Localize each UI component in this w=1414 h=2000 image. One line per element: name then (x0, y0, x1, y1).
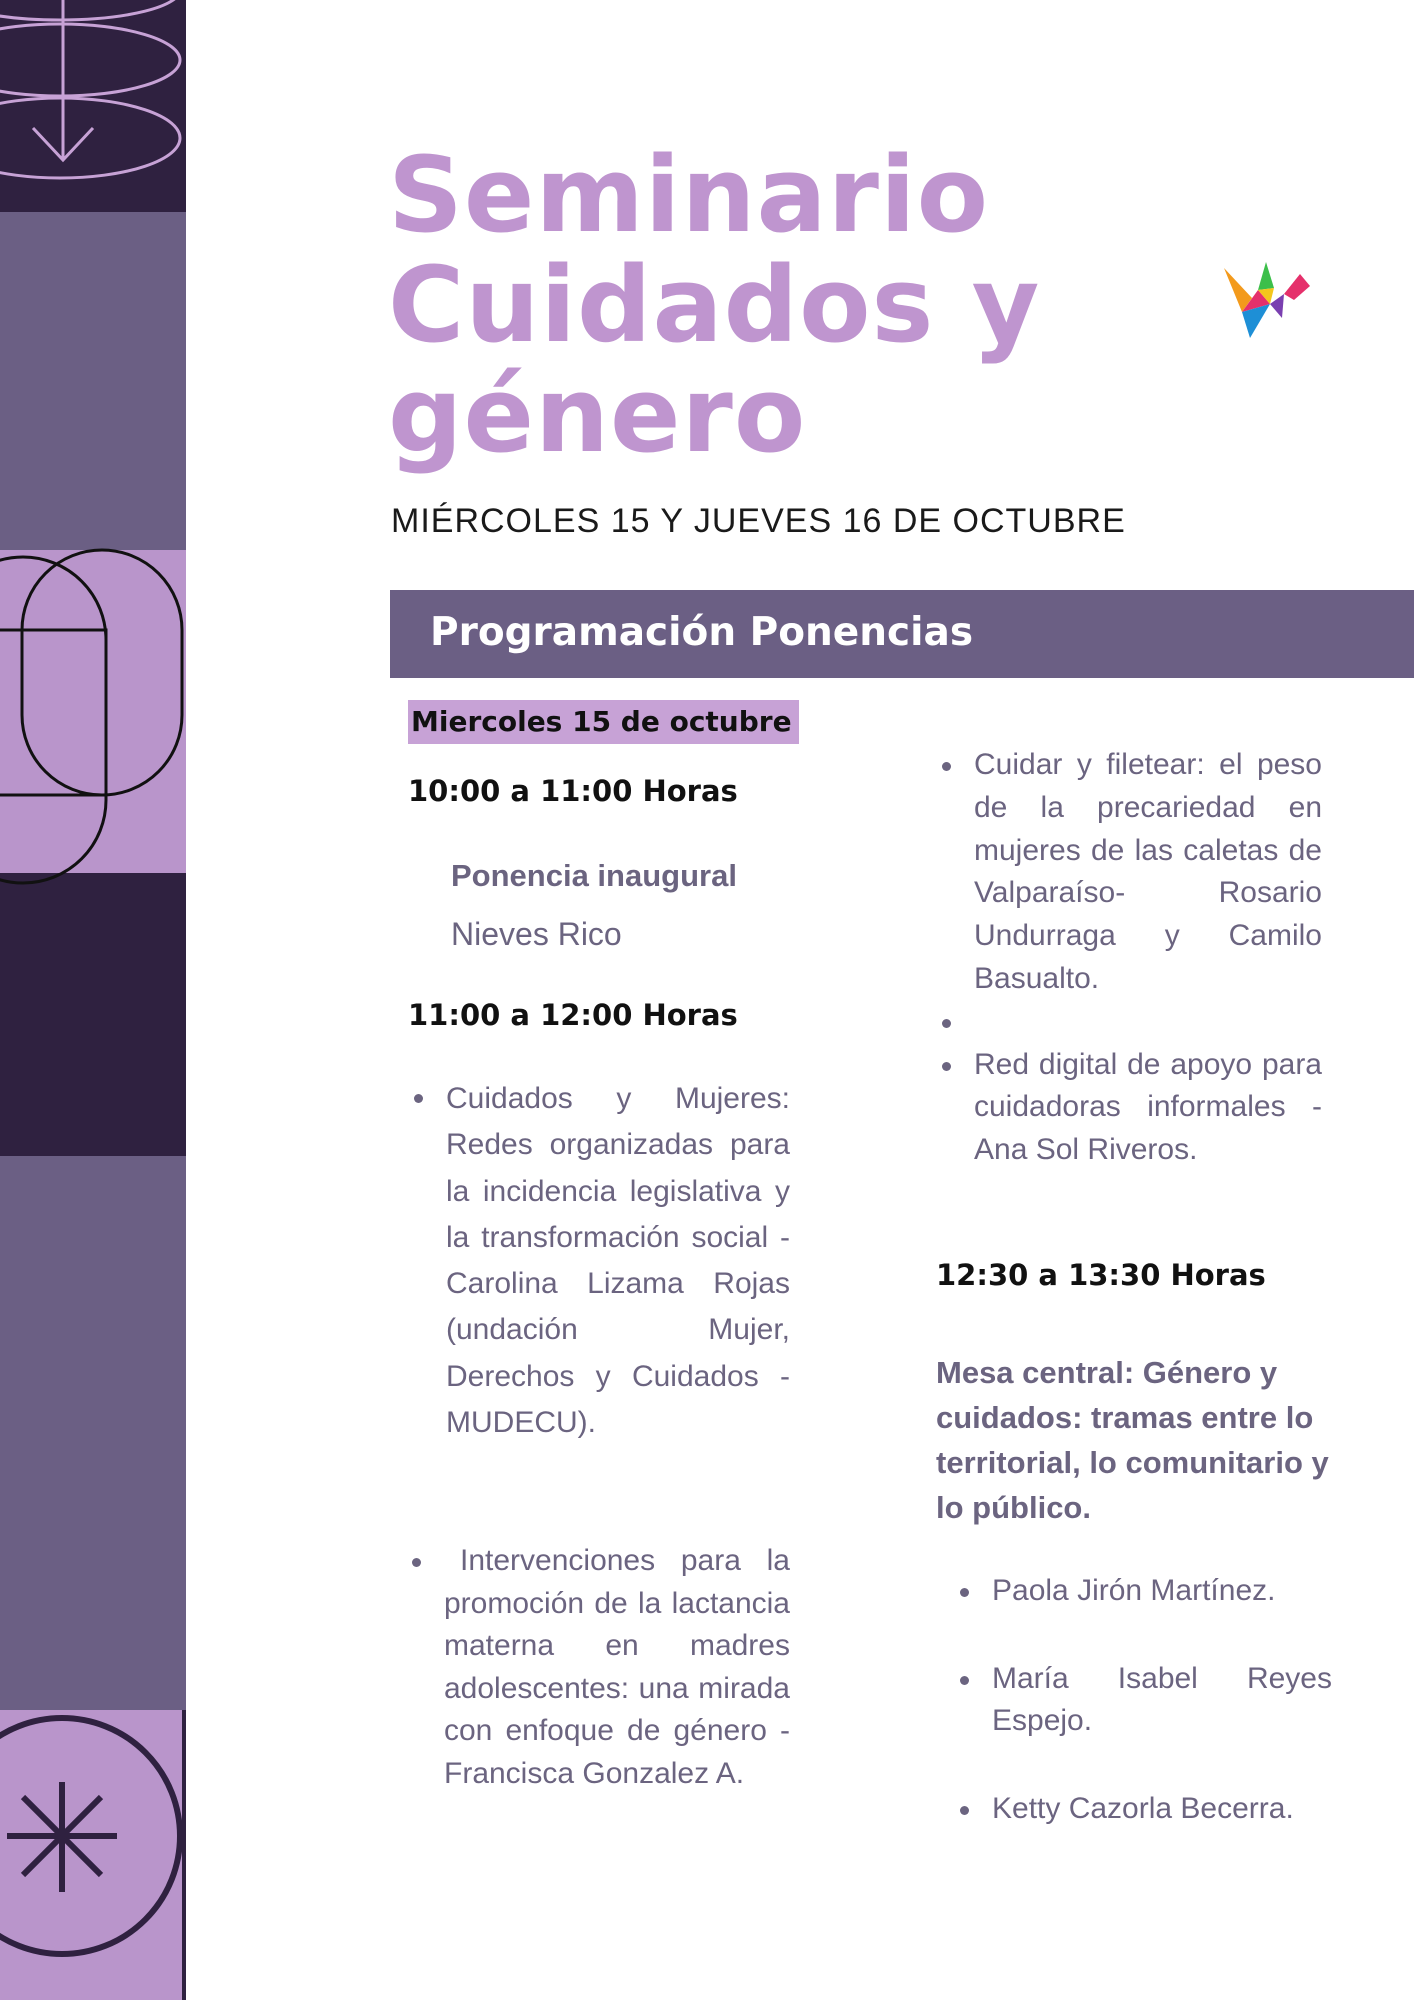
event-dates: MIÉRCOLES 15 Y JUEVES 16 DE OCTUBRE (391, 502, 1126, 540)
slot-2-list (446, 1076, 790, 1446)
panelist-list (992, 1570, 1332, 1830)
crane-logo-icon (1222, 260, 1312, 340)
list-item: Red digital de apoyo para cuidadoras informales - Ana Sol Riveros. (974, 1044, 1322, 1172)
list-item: Ketty Cazorla Becerra. (992, 1788, 1332, 1830)
list-item: Cuidados y Mujeres: Redes organizadas para la incidencia legislativa y la transformación social - Carolina Lizama Rojas (undación Mujer, Derechos y Cuidados - MUDECU). (446, 1076, 790, 1446)
title-line-2: Cuidados y (388, 244, 1041, 366)
program-banner (390, 590, 1414, 678)
list-item: Paola Jirón Martínez. (992, 1570, 1332, 1612)
decorative-side-strip (0, 0, 186, 2000)
slot-3-heading: Mesa central: Género y cuidados: tramas entre lo territorial, lo comunitario y lo público. (936, 1355, 1329, 1525)
title-line-1: Seminario (388, 134, 990, 256)
day-label: Miercoles 15 de octubre (408, 700, 799, 744)
banner-title: Programación Ponencias (430, 610, 974, 655)
list-item: Cuidar y filetear: el peso de la precariedad en mujeres de las caletas de Valparaíso- Rosario Undurraga y Camilo Basualto. (974, 744, 1322, 1001)
slot-1-heading: Ponencia inaugural (451, 858, 737, 893)
time-slot-3: 12:30 a 13:30 Horas (936, 1258, 1266, 1292)
slot-2-list-b (444, 1540, 790, 1796)
time-slot-2: 11:00 a 12:00 Horas (408, 998, 738, 1032)
slot-1-speaker: Nieves Rico (451, 916, 622, 952)
list-item: Intervenciones para la promoción de la lactancia materna en madres adolescentes: una mirada con enfoque de género - Francisca Gonzalez A. (444, 1540, 790, 1796)
list-item-empty (974, 1001, 1322, 1044)
slot-2-list-continued (974, 744, 1322, 1172)
page-title (388, 134, 1108, 476)
time-slot-1: 10:00 a 11:00 Horas (408, 774, 738, 808)
list-item: María Isabel Reyes Espejo. (992, 1658, 1332, 1742)
title-line-3: género (388, 354, 807, 476)
